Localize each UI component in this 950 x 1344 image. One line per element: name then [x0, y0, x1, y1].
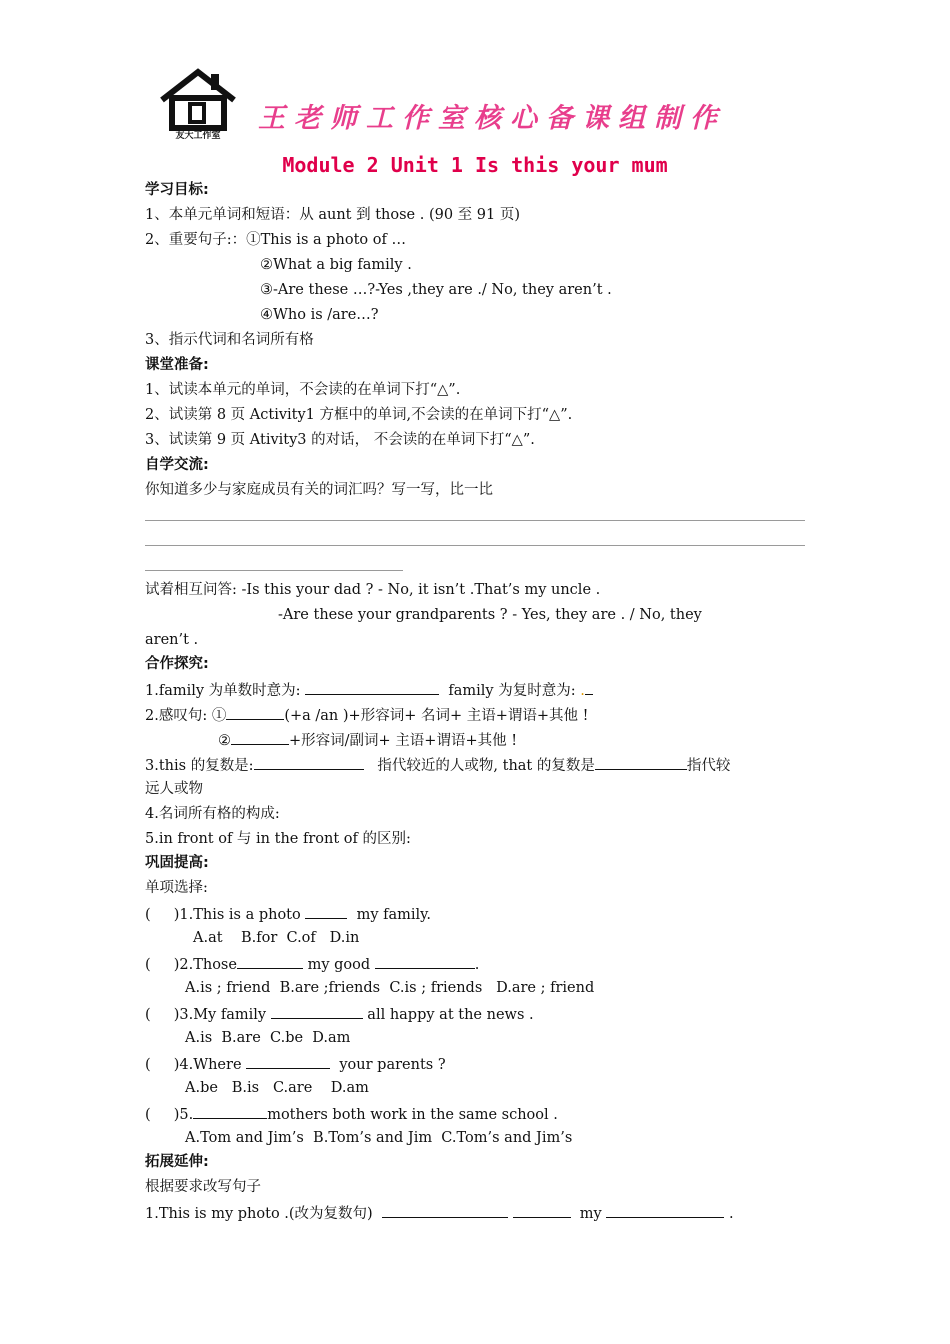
extension-1-end: . [728, 1206, 734, 1222]
question-1 [145, 904, 431, 924]
question-1-stem: ( )1.This is a photo [145, 907, 301, 923]
explore-1-mark: . [580, 683, 585, 699]
blank-field[interactable] [246, 1054, 330, 1069]
explore-3-label-c: 指代较 [686, 758, 731, 774]
question-5 [145, 1104, 558, 1124]
blank-field[interactable] [585, 680, 593, 695]
question-4-stem: ( )4.Where [145, 1057, 242, 1073]
explore-heading: 合作探究: [145, 656, 209, 672]
question-5-tail: mothers both work in the same school . [267, 1107, 558, 1123]
prep-heading: 课堂准备: [145, 357, 209, 373]
logo-caption: 友大工作室 [175, 131, 221, 141]
consolidate-sub: 单项选择: [145, 880, 208, 896]
prep-2: 2、试读第 8 页 Activity1 方框中的单词,不会读的在单词下打“△”. [145, 407, 573, 423]
brand-banner: 王老师工作室核心备课组制作 [258, 103, 726, 134]
question-5-options: A.Tom and Jim’s B.Tom’s and Jim C.Tom’s and Jim’s [185, 1130, 573, 1146]
question-4 [145, 1054, 446, 1074]
blank-field[interactable] [595, 755, 687, 770]
explore-item-2 [145, 705, 588, 725]
page-title: Module 2 Unit 1 Is this your mum [282, 153, 668, 177]
blank-field[interactable] [254, 755, 364, 770]
extension-sub: 根据要求改写句子 [145, 1179, 261, 1195]
question-1-tail: my family. [356, 907, 432, 923]
question-3-options: A.is B.are C.be D.am [185, 1030, 351, 1046]
explore-item-2c [218, 730, 517, 750]
objective-3: 3、指示代词和名词所有格 [145, 332, 314, 348]
explore-2c-label-b: +形容词/副词+ 主语+谓语+其他 ! [289, 733, 518, 749]
explore-2-label-a: 2.感叹句: ① [145, 708, 227, 724]
explore-3-label-b: 指代较近的人或物, that 的复数是 [377, 758, 595, 774]
blank-field[interactable] [305, 680, 439, 695]
question-3 [145, 1004, 534, 1024]
blank-field[interactable] [237, 954, 303, 969]
question-4-options: A.be B.is C.are D.am [185, 1080, 369, 1096]
answer-line-1 [145, 520, 805, 521]
blank-field[interactable] [271, 1004, 363, 1019]
question-2 [145, 954, 479, 974]
blank-field[interactable] [513, 1203, 571, 1218]
qa-line-1: 试着相互问答: -Is this your dad ? - No, it isn’t .That’s my uncle . [145, 582, 601, 598]
qa-line-2: -Are these your grandparents ? - Yes, they are . / No, they [278, 607, 702, 623]
explore-2-label-b: (+a /an )+形容词+ 名词+ 主语+谓语+其他 ! [284, 708, 589, 724]
blank-field[interactable] [382, 1203, 508, 1218]
objective-2c: ③-Are these …?-Yes ,they are ./ No, they aren’t . [260, 282, 612, 298]
blank-field[interactable] [231, 730, 289, 745]
objective-1: 1、本单元单词和短语：从 aunt 到 those . (90 至 91 页) [145, 207, 520, 223]
answer-line-3 [145, 570, 403, 571]
prep-1: 1、试读本单元的单词，不会读的在单词下打“△”. [145, 382, 461, 398]
question-2-tail: . [474, 957, 480, 973]
extension-heading: 拓展延伸: [145, 1154, 209, 1170]
qa-line-3: aren’t . [145, 632, 199, 648]
self-study-heading: 自学交流: [145, 457, 209, 473]
blank-field[interactable] [375, 954, 475, 969]
explore-item-1 [145, 680, 593, 700]
explore-3-label-a: 3.this 的复数是: [145, 758, 254, 774]
objective-2: 2、重要句子:：①This is a photo of … [145, 232, 406, 248]
explore-2c-label-a: ② [218, 733, 231, 749]
objective-2d: ④Who is /are…? [260, 307, 379, 323]
explore-1-label-b: family 为复时意为: [448, 683, 576, 699]
explore-1-label-a: 1.family 为单数时意为: [145, 683, 301, 699]
explore-item-4: 4.名词所有格的构成: [145, 806, 280, 822]
blank-field[interactable] [606, 1203, 724, 1218]
question-1-options: A.at B.for C.of D.in [193, 930, 360, 946]
answer-line-2 [145, 545, 805, 546]
extension-item-1 [145, 1203, 734, 1223]
explore-item-3 [145, 755, 730, 775]
question-4-tail: your parents ? [339, 1057, 446, 1073]
question-3-stem: ( )3.My family [145, 1007, 267, 1023]
explore-item-3d: 远人或物 [145, 781, 203, 797]
prep-3: 3、试读第 9 页 Ativity3 的对话， 不会读的在单词下打“△”. [145, 432, 535, 448]
objectives-heading: 学习目标: [145, 182, 209, 198]
self-study-prompt: 你知道多少与家庭成员有关的词汇吗？写一写，比一比 [145, 482, 493, 498]
blank-field[interactable] [226, 705, 284, 720]
extension-1-my: my [579, 1206, 602, 1222]
consolidate-heading: 巩固提高: [145, 855, 209, 871]
question-2-stem: ( )2.Those [145, 957, 237, 973]
extension-1-stem: 1.This is my photo .(改为复数句) [145, 1206, 373, 1222]
objective-2b: ②What a big family . [260, 257, 412, 273]
question-3-tail: all happy at the news . [367, 1007, 534, 1023]
blank-field[interactable] [193, 1104, 267, 1119]
question-5-stem: ( )5. [145, 1107, 194, 1123]
question-2-options: A.is ; friend B.are ;friends C.is ; friends D.are ; friend [185, 980, 595, 996]
question-2-mid: my good [307, 957, 371, 973]
explore-item-5: 5.in front of 与 in the front of 的区别: [145, 831, 411, 847]
blank-field[interactable] [305, 904, 347, 919]
